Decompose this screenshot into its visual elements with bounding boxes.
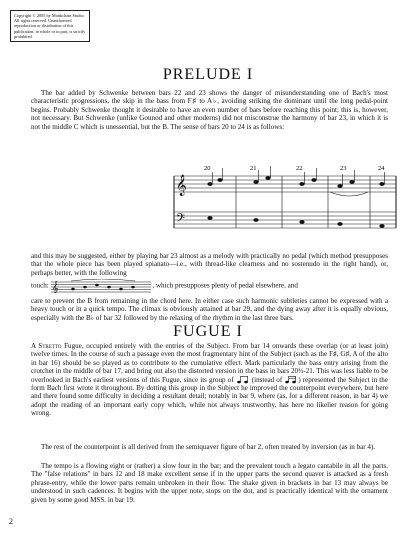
- bar-number: 21: [250, 165, 257, 172]
- copyright-notice: Copyright © 2005 by Monkchain Studio. All rights reserved. Unauthorized reproduction or distribution of this publication, in whole or in part, is strictly prohibited.: [10, 10, 90, 42]
- prelude-paragraph-1: The bar added by Schwenke between bars 22 and 23 shows the danger of misunderstanding one of Bach's most characteristic progressions, the skip in the bass from F♯ to A♭, avoiding striking the dominant until the long pedal-point begins. Probably Schwenke thought it desirable to have an even number of bars before reaching this point; this is, however, not necessary. But Schwenke (unlike Gounod and other moderns) did not misconstrue the harmony of bar 23, in which it is not the middle C which is unessential, but the B. The sense of bars 20 to 24 is as follows:: [31, 89, 388, 131]
- bass-clef-icon: 𝄢: [176, 212, 186, 228]
- treble-clef-icon: 𝄞: [51, 281, 59, 293]
- fugue-title: FUGUE I: [173, 323, 243, 340]
- touch-description: , which presupposes plenty of pedal elsewhere, and: [152, 281, 298, 290]
- undotted-note-group-icon: [284, 376, 298, 384]
- fugue-lead-term: A Stretto: [31, 342, 62, 350]
- touch-example-line: [31, 279, 388, 293]
- bar-number: 22: [296, 165, 303, 172]
- touch-music-snippet: [51, 279, 151, 293]
- prelude-title: PRELUDE I: [162, 66, 254, 83]
- treble-clef-icon: 𝄞: [176, 175, 187, 196]
- fugue-paragraph-1-end: ) represented the Subject in the form Bach first wrote it throughout. By dotting this group in the Subject he improved the counterpoint everywhere, but here and there found some difficulty in deciding a resultant detail; notably in bar 9, where (as, for a different reason, in bar 4) we adopt the reading of an important early copy which, while not always trustworthy, has here no likelier reason for going wrong.: [31, 375, 388, 418]
- prelude-paragraph-3: care to prevent the B from remaining in the chord here. In either case such harmonic subtleties cannot be expressed with a heavy touch or in a quick tempo. The climax is obviously attained at bar 29, and the dying away after it is equally obvious, especially with the B♭ of bar 32 followed by the relaxing of the rhythm in the last three bars.: [31, 297, 388, 322]
- bar-number: 23: [340, 165, 347, 172]
- fugue-paragraph-2: The rest of the counterpoint is all derived from the semiquaver figure of bar 2, often treated by inversion (as in bar 4).: [41, 443, 376, 451]
- fugue-paragraph-1: [31, 342, 388, 418]
- bar-number: 20: [204, 165, 211, 172]
- dotted-note-group-icon: [236, 376, 250, 384]
- bar-number: 24: [378, 165, 385, 172]
- fugue-paragraph-3: The tempo is a flowing eight or (rather) a slow four in the bar; and the prevalent touch a legato cantabile in all the parts. The "false relations" in bars 12 and 18 make excellent sense if in the upper parts the second quaver is attacked as a fresh phrase-entry, while the lower parts remain unbroken in their flow. The shake given in brackets in bar 13 may always be understood in such cadences. It begins with the upper note, stops on the dot, and is practically identical with the ornament given by some good MSS. in bar 19.: [31, 462, 388, 504]
- prelude-paragraph-2: and this may be suggested, either by playing bar 23 almost as a melody with practically no pedal (which method presupposes that the whole piece has been played spianato—i.e., with thread-like clearness and no sostenudo in the right hand), or, perhaps better, with the following: [31, 252, 388, 277]
- page-number: 2: [9, 517, 13, 526]
- music-example-bars-20-24: [170, 162, 400, 240]
- fugue-paragraph-1-mid: (instead of: [251, 375, 283, 384]
- touch-label: touch:: [31, 281, 49, 290]
- fugue-paragraph-1-text: Fugue, occupied entirely with the entries of the Subject. From bar 14 onwards these overlap (or at least join) twelve times. In the course of such a passage even the most fragmentary hint of the Subject (such as the F♯, G♯, A of the alto in bar 16) should be so played as to contribute to the cumulative effect. Mark particularly the bass entry arising from the crotchet in the middle of bar 17, and bring out also the distorted version in the bass in bars 20½-21. This was less liable to be overlooked in Bach's earliest versions of this Fugue, since its group of: [31, 342, 388, 384]
